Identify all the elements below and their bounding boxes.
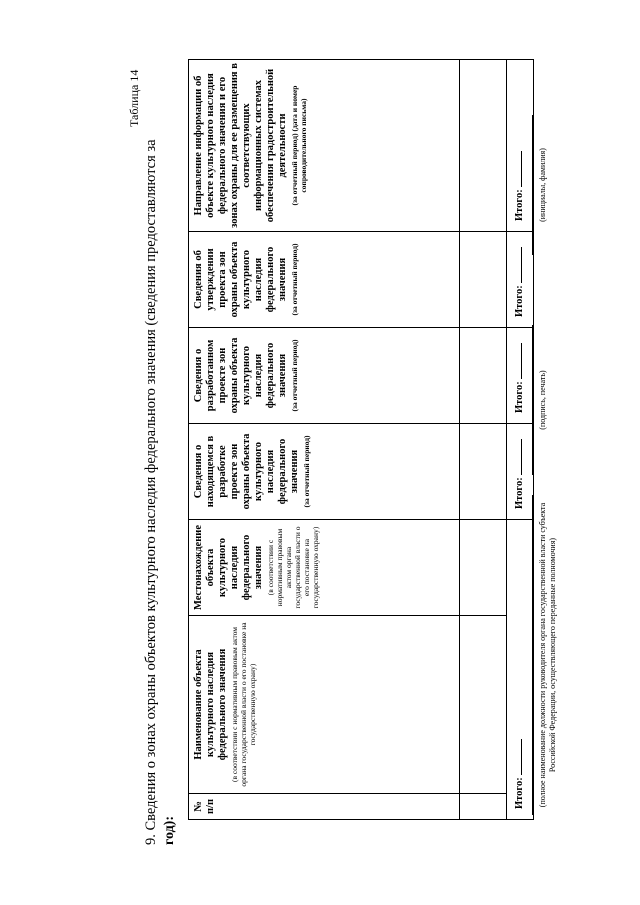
- column-header-number: № п/п: [189, 794, 460, 820]
- table-number: Таблица 14: [127, 69, 141, 127]
- total-cell-name: Итого:: [507, 520, 534, 820]
- table-row: [460, 60, 507, 820]
- signature-name-caption: (инициалы, фамилия): [538, 148, 547, 222]
- table-cell: [460, 328, 507, 424]
- total-cell-approval: Итого:: [507, 232, 534, 328]
- table-cell: [460, 60, 507, 232]
- signature-position-caption: (полное наименование должности руководителя органа государственной власти субъекта Российской Федерации, осуществляющего переданные полномочия): [538, 502, 557, 808]
- table-header-row: [189, 60, 460, 820]
- table-cell: [460, 232, 507, 328]
- total-cell-information: Итого:: [507, 60, 534, 232]
- table-cell: [460, 616, 507, 794]
- table-cell: [460, 794, 507, 820]
- signature-line-name: [532, 115, 533, 255]
- total-cell-developed: Итого:: [507, 328, 534, 424]
- column-header-project-developed: Сведения о разработанном проекте зон охраны объекта культурного наследия федерального значения (за отчетный период): [189, 328, 460, 424]
- signature-sign-caption: (подпись, печать): [538, 370, 547, 430]
- table-cell: [460, 424, 507, 520]
- section-title: 9. Сведения о зонах охраны объектов культурного наследия федерального значения (сведения предоставляются за: [143, 139, 159, 845]
- column-header-name: Наименование объекта культурного наследия федерального значения (в соответствии с нормативным правовым актом органа государственной власти о его постановке на государственную охрану): [189, 616, 460, 794]
- totals-row: [507, 60, 534, 820]
- column-header-project-in-development: Сведения о находящемся в разработке проекте зон охраны объекта культурного наследия федерального значения (за отчетный период): [189, 424, 460, 520]
- column-header-project-approval: Сведения об утверждении проекта зон охраны объекта культурного наследия федерального значения (за отчетный период): [189, 232, 460, 328]
- column-header-location: Местонахождение объекта культурного наследия федерального значения (в соответствии с нормативным правовым актом органа государственной власти о его постановке на государственную охрану): [189, 520, 460, 616]
- section-title-continuation: год):: [162, 815, 177, 845]
- protection-zones-table: [188, 59, 534, 820]
- total-cell-development: Итого:: [507, 424, 534, 520]
- signature-line-position: [532, 495, 533, 815]
- column-header-information-sent: Направление информации об объекте культурного наследия федерального значения и его зонах охраны для ее размещения в соответствующих информационных системах обеспечения градостроительной деятельности (за отчетный период) (дата и номер сопроводительного письма): [189, 60, 460, 232]
- table-cell: [460, 520, 507, 616]
- signature-line-sign: [532, 325, 533, 475]
